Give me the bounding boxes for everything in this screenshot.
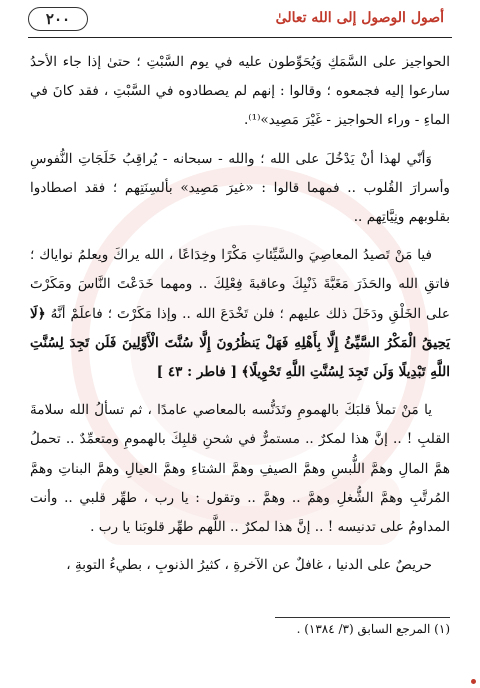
paragraph-5: حريصٌ على الدنيا ، غافلٌ عن الآخرةِ ، كثيرُ الذنوبِ ، بطيءُ التوبةِ ، (66, 557, 432, 574)
quran-verse: ﴿لَا يَحِيقُ الْمَكْرُ السَّيِّئُ إِلَّا بِأَهْلِهِ فَهَلْ يَنظُرُونَ إِلَّا سُنَّتَ الْأَوَّلِينَ فَلَن تَجِدَ لِسُنَّتِ اللَّهِ تَبْدِيلًا وَلَن تَجِدَ لِسُنَّتِ اللَّهِ تَحْوِيلًا﴾ (30, 305, 450, 381)
paragraph-4: يا مَنْ تملأ قلبَكَ بالهمومِ وتَدَنُّسه بالمعاصي عامدًا ، ثم تسألُ الله سلامةَ القلبِ ! .. إنَّ هذا لمكرٌ .. مستمرٌّ في شحنِ قلبِكَ بالهمومِ ومتعمِّدٌ .. تحملُ همَّ المالِ وهمَّ اللُّبسِ وهمَّ الصيفِ وهمَّ الشتاءِ وهمَّ العيالِ وهمَّ البناتِ وهمَّ المُرتَّبِ وهمَّ الشُّغلِ وهمَّ .. وهمَّ .. وتقول : يا رب ، طهِّر قلبي .. وأنت المداومُ على تدنيسه ! .. إنَّ هذا لمكرٌ .. اللَّهم طهِّر قلوبَنا يا رب . (30, 402, 450, 536)
page-number: ٢٠٠ (28, 7, 88, 31)
corner-dot-icon (471, 679, 476, 684)
paragraph-1: الحواجيز على السَّمَكِ وَيُحَوِّطون عليه في يوم السَّبْتِ ؛ حتىٰ إذا جاء الأحدُ سارعوا إليه فجمعوه ؛ وقالوا : إنهم لم يصطادوه في السَّبْتِ ، فقد كانَ في الماءِ - وراء الحواجيز - غَيْرَ مَصِيد»⁽¹⁾. (30, 54, 450, 129)
header-divider (28, 37, 452, 38)
main-text (30, 48, 450, 589)
page-header (28, 6, 452, 34)
paragraph-3-text: فيا مَنْ تَصيدُ المعاصِيَ والسَّيِّئاتِ مَكْرًا وخِدَاعًا ، الله يراكَ ويعلمُ نواياك ؛ فاتقِ الله والحَذَرَ مَغَبَّةَ ذَنْبِكَ وعاقبةَ فِعْلِكَ .. ومهما خَدَعْتَ النَّاسَ ومَكَرْتَ على الخَلْقِ ودَخَلَ ذلك عليهم ؛ فلن تَخْدَعَ الله .. وإذا مَكَرْتَ ؛ فاعلَمْ أنَّهُ (30, 247, 450, 322)
verse-reference: [ فاطر : ٤٣ ] (156, 364, 238, 381)
footnote: (١) المرجع السابق (٣/ ١٣٨٤) . (296, 622, 450, 636)
footnote-divider (275, 617, 450, 618)
book-title: أصول الوصول إلى الله تعالىٰ (275, 10, 444, 26)
paragraph-2: وَأنّي لهذا أنْ يَدْخُلَ على الله ؛ والله - سبحانه - يُراقِبُ خَلَجَاتِ النُّفوسِ وأسرارَ القُلوب .. فمهما قالوا : «غيرَ مَصِيد» بألسِنَتِهم ؛ فقد اصطادوا بقلوبهم ونِيَّاتِهم .. (30, 150, 450, 226)
paragraph-3 (30, 241, 450, 387)
